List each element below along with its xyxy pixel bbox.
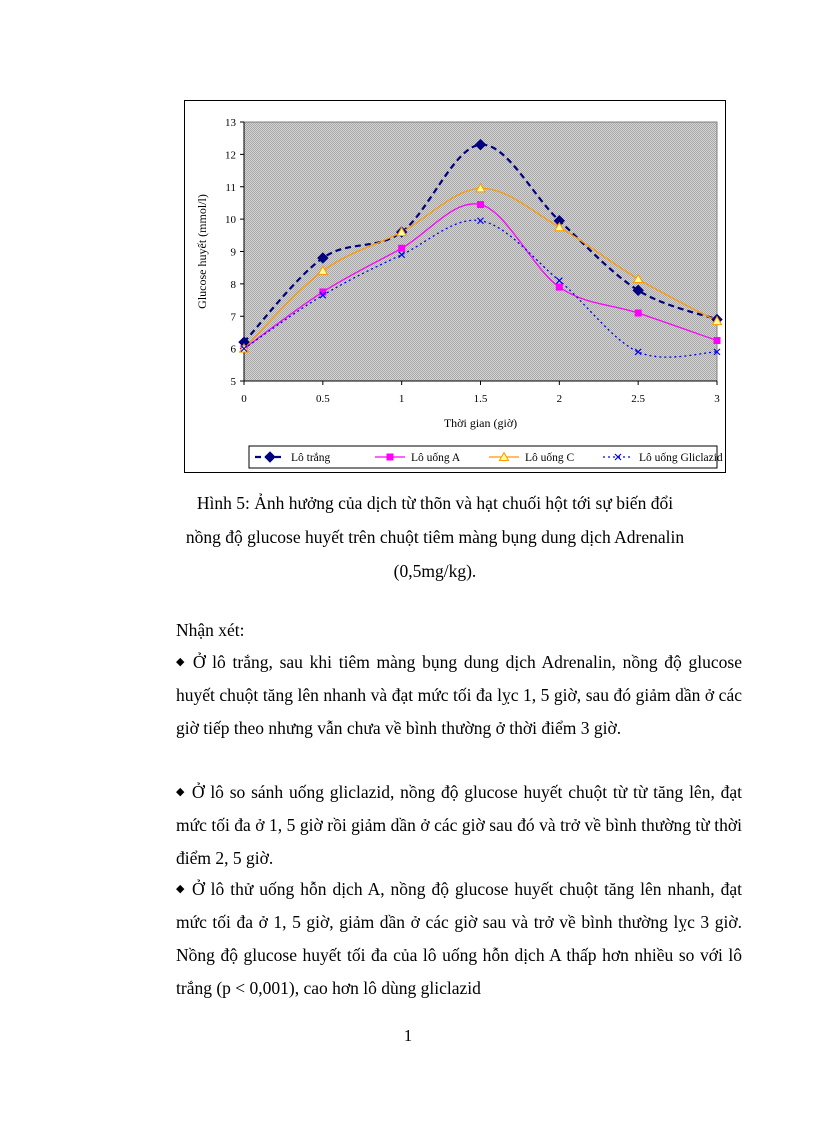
y-tick-label: 13 [225, 117, 236, 129]
x-tick-label: 0.5 [315, 393, 330, 405]
glucose-line-chart [185, 101, 725, 472]
remark-paragraph [176, 873, 742, 1005]
legend-label: Lô uống C [525, 452, 575, 464]
remarks-title: Nhận xét: [176, 620, 245, 640]
figure-caption [150, 486, 720, 588]
page-number: 1 [403, 1026, 413, 1045]
bullet-icon: ◆ [176, 883, 187, 895]
remark-text: Ở lô so sánh uống gliclazid, nồng độ glucose huyết chuột từ từ tăng lên, đạt mức tối đa ở 1, 5 giờ rồi giảm dần ở các giờ sau đó và trở về bình thường từ thời điểm 2, 5 giờ. [176, 782, 743, 868]
legend-label: Lô trắng [291, 452, 331, 464]
figure-chart [184, 100, 726, 473]
data-point [635, 310, 642, 317]
remark-paragraph [176, 646, 742, 745]
x-tick-label: 1 [398, 393, 405, 405]
x-tick-label: 2 [556, 393, 563, 405]
remark-paragraph [176, 776, 742, 875]
y-axis-title: Glucose huyết (mmol/l) [195, 194, 209, 309]
remark-text: Ở lô trắng, sau khi tiêm màng bụng dung dịch Adrenalin, nồng độ glucose huyết chuột tăng lên nhanh và đạt mức tối đa lỵc 1, 5 giờ, sau đó giảm dần ở các giờ tiếp theo nhưng vẫn chưa về bình thường ở thời điểm 3 giờ. [176, 652, 742, 738]
bullet-icon: ◆ [176, 656, 187, 668]
x-axis-title: Thời gian (giờ) [443, 416, 518, 430]
data-point [556, 284, 563, 291]
x-tick-label: 0 [241, 393, 247, 405]
caption-line: nồng độ glucose huyết trên chuột tiêm màng bụng dung dịch Adrenalin [185, 527, 685, 547]
bullet-icon: ◆ [176, 786, 186, 798]
y-tick-label: 12 [225, 149, 236, 162]
y-tick-label: 7 [230, 311, 236, 324]
y-tick-label: 6 [230, 343, 236, 356]
data-point [398, 245, 405, 252]
x-tick-label: 3 [714, 393, 720, 405]
y-tick-label: 5 [230, 376, 236, 388]
y-tick-label: 9 [230, 246, 236, 259]
x-tick-label: 1.5 [473, 393, 488, 405]
y-tick-label: 11 [225, 181, 236, 194]
data-point [477, 201, 484, 208]
legend-marker [387, 454, 394, 461]
caption-line: Hình 5: Ảnh hưởng của dịch từ thõn và hạt chuối hột tới sự biến đổi [196, 493, 674, 513]
data-point [714, 337, 721, 344]
remark-text: Ở lô thử uống hỗn dịch A, nồng độ glucose huyết chuột tăng lên nhanh, đạt mức tối đa ở 1, 5 giờ, giảm dần ở các giờ sau và trở về bình thường lỵc 3 giờ. Nồng độ glucose huyết tối đa của lô uống hỗn dịch A thấp hơn nhiều so với lô trắng (p < 0,001), cao hơn lô dùng gliclazid [176, 879, 742, 998]
y-tick-label: 10 [225, 214, 236, 227]
legend-label: Lô uống Gliclazid [639, 452, 723, 464]
legend-label: Lô uống A [411, 452, 461, 464]
plot-area [244, 122, 717, 381]
x-tick-label: 2.5 [631, 393, 646, 405]
y-tick-label: 8 [230, 278, 236, 291]
caption-line: (0,5mg/kg). [393, 561, 477, 581]
